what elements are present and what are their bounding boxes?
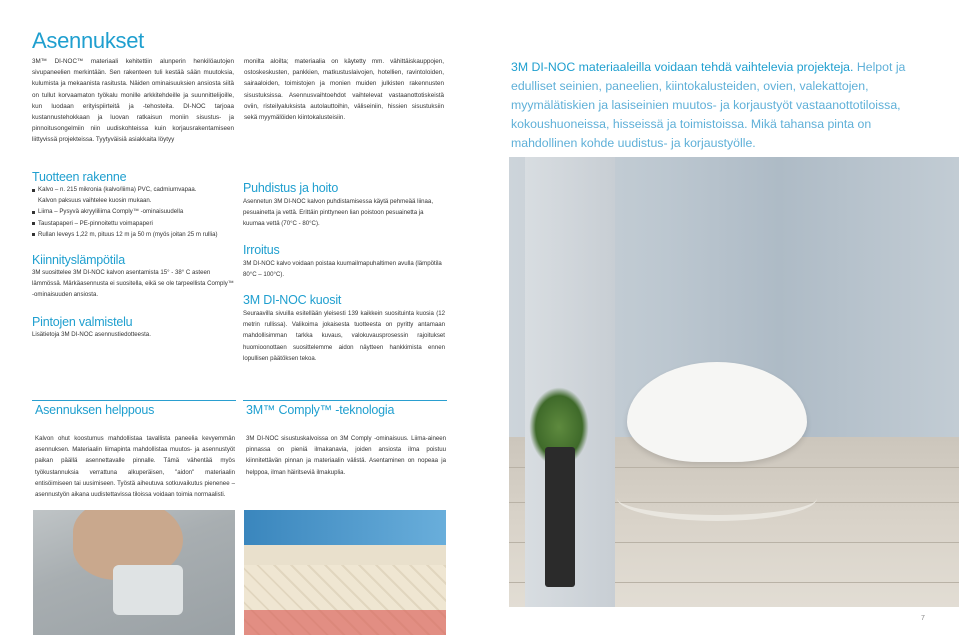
intro-column-1 [32, 56, 234, 146]
page-title: Asennukset [32, 28, 144, 53]
helppous-section [35, 433, 235, 500]
rocking-chair-rocker [617, 475, 817, 521]
comply-section [246, 433, 446, 478]
kiinnityslampotila-heading: Kiinnityslämpötila [32, 253, 125, 267]
applicator-shape [113, 565, 183, 615]
intro-text-2: monilta aloilta; materiaalia on käytetty mm. vähittäiskauppojen, ostoskeskusten, pankkien, matkustuslaivojen, hotellien, ravintoloiden, sairaaloiden, toimistojen ja monien muiden julkisten rakennusten sisustuksissa. Asennusvaihtoehdot vaihtelevat vastaanottotiskeistä oviin, risteilyaluksista autolauttoihin, väliseiniin, hissien sisustuksiin sekä myymälöiden kiintokalusteisiin. [244, 58, 444, 122]
comply-heading: 3M™ Comply™ -teknologia [246, 403, 395, 417]
kuosit-heading: 3M DI-NOC kuosit [243, 293, 342, 307]
divider-left [32, 400, 236, 401]
comply-text: 3M DI-NOC sisustuskalvoissa on 3M Comply -ominaisuus. Liima-aineen pinnassa on pieniä ilmakanavia, joiden ansiosta ilma poistuu kiinnitettävän pinnan ja materiaalin välistä. Asentaminen on nopeaa ja helppoa, ilman häiritseviä ilmakuplia. [246, 435, 446, 476]
lead-highlight: 3M DI-NOC materiaaleilla voidaan tehdä vaihtelevia projekteja. [511, 60, 854, 74]
rakenne-item: Liima – Pysyvä akryyliliima Comply™ -ominaisuudella [32, 206, 237, 217]
layer-liner [244, 610, 446, 635]
kiinnityslampotila-text: 3M suosittelee 3M DI-NOC kalvon asentamista 15° - 38° C asteen lämmössä. Märkäasennusta ei suositella, eikä se ole tarpeellista Comply™ -ominaisuuden ansiosta. [32, 269, 234, 299]
rakenne-item: Kalvo – n. 215 mikronia (kalvo/liima) PVC, cadmiumvapaa. [32, 184, 237, 195]
layer-film [244, 510, 446, 550]
lead-body: Helpot ja edulliset seinien, paneelien, kiintokalusteiden, ovien, valekattojen, myymälätiskien ja lasiseinien muutos- ja korjaustyöt vastaanottotiloissa, kokoushuoneissa, hisseissä ja toimistoissa. Mikä tahansa pinta on mahdollinen kohde uudistus- ja korjaustyölle. [511, 60, 906, 150]
lead-paragraph [511, 58, 931, 153]
tuotteen-rakenne-list [32, 184, 237, 240]
helppous-heading: Asennuksen helppous [35, 403, 155, 417]
irroitus-heading: Irroitus [243, 243, 280, 257]
rakenne-item: Taustapaperi – PE-pinnoitettu voimapaperi [32, 218, 237, 229]
pintojen-valmistelu-section [32, 329, 234, 340]
kuosit-text: Seuraavilla sivuilla esitellään yleisesti 139 kaikkein suosituinta kuosia (12 metrin rullissa). Valikoima jokaisesta tuotteesta on pyritty antamaan mahdollisimman tarkka kuvaus, valokuvausprosessin rajoitukset huomioonottaen suosittelemme aidon näytteen hankkimista ennen lopullisen päätöksen tekoa. [243, 310, 445, 362]
rakenne-item: Kalvon paksuus vaihtelee kuosin mukaan. [38, 197, 152, 205]
pintojen-valmistelu-text: Lisätietoja 3M DI-NOC asennustiedotteesta. [32, 331, 151, 338]
material-layers-photo [244, 510, 446, 635]
kiinnityslampotila-section [32, 267, 234, 301]
divider-right [243, 400, 447, 401]
layer-adhesive [244, 545, 446, 565]
irroitus-section [243, 258, 445, 280]
tuotteen-rakenne-section [32, 184, 237, 240]
kuosit-section [243, 308, 445, 364]
page-number: 7 [921, 615, 925, 622]
puhdistus-section [243, 196, 445, 230]
pintojen-valmistelu-heading: Pintojen valmistelu [32, 315, 133, 329]
puhdistus-text: Asennetun 3M DI-NOC kalvon puhdistamisessa käytä pehmeää liinaa, pesuainetta ja vettä. Erittäin pinttyneen lian poistoon pesuainetta ja kuumaa vettä (70°C - 80°C). [243, 198, 434, 228]
installation-photo [33, 510, 235, 635]
irroitus-text: 3M DI-NOC kalvo voidaan poistaa kuumailmapuhaltimen avulla (lämpötila 80°C – 100°C). [243, 260, 442, 279]
plant-pot-shape [545, 447, 575, 587]
room-photo [509, 157, 959, 607]
puhdistus-heading: Puhdistus ja hoito [243, 181, 339, 195]
helppous-text: Kalvon ohut koostumus mahdollistaa tavallista paneelia kevyemmän asennuksen. Materiaalin liimapinta mahdollistaa muutos- ja asennustyöt paikan päällä asennettavalle pinnalle. Tämä vähentää myös työkustannuksia verrattuna alkuperäisen, "aidon" materiaalin entisöimiseen tai uusimiseen. Työstä aiheutuva sotkuvaikutus pienenee – asennustyön aikana uudistettavissa tiloissa voidaan toimia normaalisti. [35, 435, 235, 499]
intro-text-1: 3M™ DI-NOC™ materiaali kehitettiin alunperin henkilöautojen sivupaneelien merkintään. Sen rakenteen tuli kestää sään muutoksia, kulumista ja mekaanista rasitusta. Näiden ominaisuuksien ansiosta siitä on tullut korvaamaton työkalu monille arkkitehdeille ja suunnittelijoille, kun luodaan erityispiirteitä ja -tehosteita. DI-NOC tarjoaa kustannustehokkaan ja luovan ratkaisun moniin sisustus- ja pinnoitusongelmiin niin uudiskohteissa kuin korjausrakentamiseen liittyvissä projekteissa. Tyytyväisiä asiakkaita löytyy [32, 58, 234, 144]
intro-column-2 [244, 56, 444, 123]
rakenne-item: Rullan leveys 1,22 m, pituus 12 m ja 50 m (myös joitan 25 m rullia) [32, 229, 237, 240]
tuotteen-rakenne-heading: Tuotteen rakenne [32, 170, 127, 184]
